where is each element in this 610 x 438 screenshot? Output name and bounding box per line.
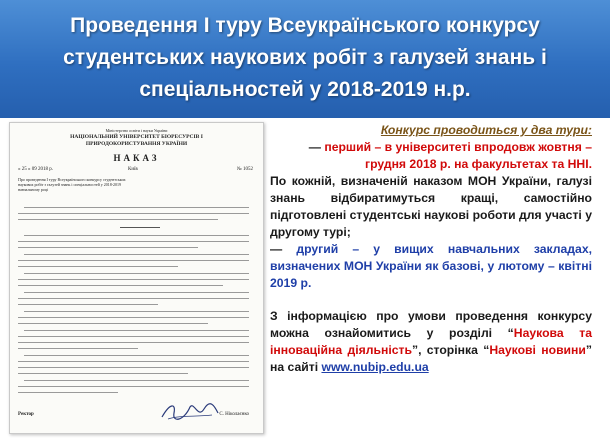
doc-number: № 1052 bbox=[236, 167, 253, 172]
title-banner bbox=[0, 0, 610, 118]
second-round-text: другий – у вищих навчальних закладах, визначених МОН України як базові, у лютому – квітні 2019 р. bbox=[270, 242, 592, 290]
page-name: Наукові новини bbox=[489, 343, 586, 357]
first-round-text: перший – в університеті впродовж жовтня – грудня 2018 р. на факультетах та ННІ. bbox=[324, 140, 592, 171]
contest-rounds-paragraph bbox=[270, 122, 592, 173]
doc-university-name bbox=[20, 134, 253, 148]
contest-info-text bbox=[270, 122, 592, 376]
slide-title bbox=[20, 10, 590, 106]
doc-date: « 25 » 09 2018 р. bbox=[18, 167, 53, 172]
doc-kind: НАКАЗ bbox=[113, 153, 160, 163]
title-line-1: Проведення І туру Всеукраїнського конкурсу bbox=[70, 14, 540, 37]
title-line-3: спеціальностей у 2018-2019 н.р. bbox=[139, 78, 471, 101]
rounds-heading: Конкурс проводиться у два тури: bbox=[380, 123, 592, 137]
dash-first: — bbox=[308, 140, 321, 154]
doc-university-line-2: ПРИРОДОКОРИСТУВАННЯ УКРАЇНИ bbox=[85, 141, 188, 147]
doc-signer-name: С. Ніколаєнко bbox=[219, 412, 249, 417]
doc-place: Київ bbox=[128, 167, 138, 172]
website-link[interactable]: www.nubip.edu.ua bbox=[321, 360, 429, 374]
title-line-2: студентських наукових робіт з галузей знань і bbox=[63, 46, 547, 69]
section-name: Наукова та інноваційна діяльність bbox=[270, 326, 592, 357]
details-mid-2: ” на сайті bbox=[270, 343, 593, 374]
doc-ministry: Міністерство освіти і науки України bbox=[105, 128, 168, 133]
dash-second: — bbox=[270, 242, 283, 256]
more-info-paragraph bbox=[270, 308, 592, 376]
doc-subject: Про проведення І туру Всеукраїнського конкурсу студентських наукових робіт з галузей знань і спеціальностей у 2018-2019 навчальному році bbox=[18, 177, 126, 192]
order-document-scan bbox=[9, 122, 264, 434]
first-round-detail-paragraph bbox=[270, 173, 592, 292]
signature-icon bbox=[160, 399, 220, 423]
doc-university-line-1: НАЦІОНАЛЬНИЙ УНІВЕРСИТЕТ БІОРЕСУРСІВ І bbox=[70, 134, 203, 140]
details-mid-1: ”, сторінка “ bbox=[411, 343, 490, 357]
first-round-detail: По кожній, визначеній наказом МОН України, галузі знань відбиратимуться кращі, самостійно підготовлені студентські наукові роботи для участі у другому турі; bbox=[270, 174, 592, 239]
details-prefix: З інформацією про умови проведення конкурсу можна ознайомитись у розділі “ bbox=[270, 309, 592, 340]
doc-rector-label: Ректор bbox=[18, 412, 34, 417]
